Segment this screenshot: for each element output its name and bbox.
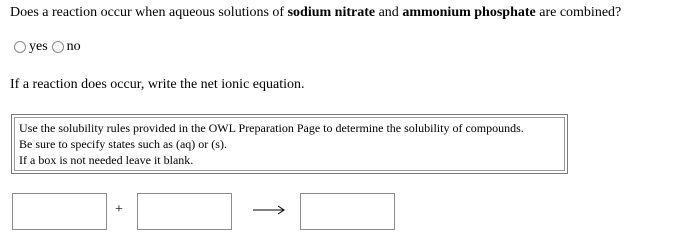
equation-prompt: If a reaction does occur, write the net ionic equation.	[10, 77, 305, 92]
instruction-line-1: Use the solubility rules provided in the OWL Preparation Page to determine the solubility of compounds.	[19, 121, 524, 135]
reaction-arrow-icon	[253, 204, 286, 216]
reaction-options	[14, 39, 85, 55]
reactant-1-input[interactable]	[12, 193, 107, 230]
reactant-1: sodium nitrate	[287, 5, 376, 20]
instructions-inner	[14, 117, 565, 171]
product-input[interactable]	[300, 193, 395, 230]
question-part2: and	[375, 5, 403, 20]
instructions-box	[11, 114, 568, 174]
reactant-2: ammonium phosphate	[402, 5, 536, 20]
question-part1: Does a reaction occur when aqueous solutions of	[10, 5, 288, 20]
plus-sign: +	[115, 202, 123, 217]
instruction-line-3: If a box is not needed leave it blank.	[19, 153, 194, 167]
instruction-line-2: Be sure to specify states such as (aq) or (s).	[19, 137, 227, 151]
question-part3: are combined?	[535, 5, 622, 20]
question-text	[10, 5, 621, 21]
no-label[interactable]: no	[66, 39, 81, 54]
no-radio[interactable]	[52, 41, 64, 53]
reactant-2-input[interactable]	[137, 193, 232, 230]
yes-label[interactable]: yes	[29, 39, 48, 54]
yes-radio[interactable]	[14, 41, 26, 53]
